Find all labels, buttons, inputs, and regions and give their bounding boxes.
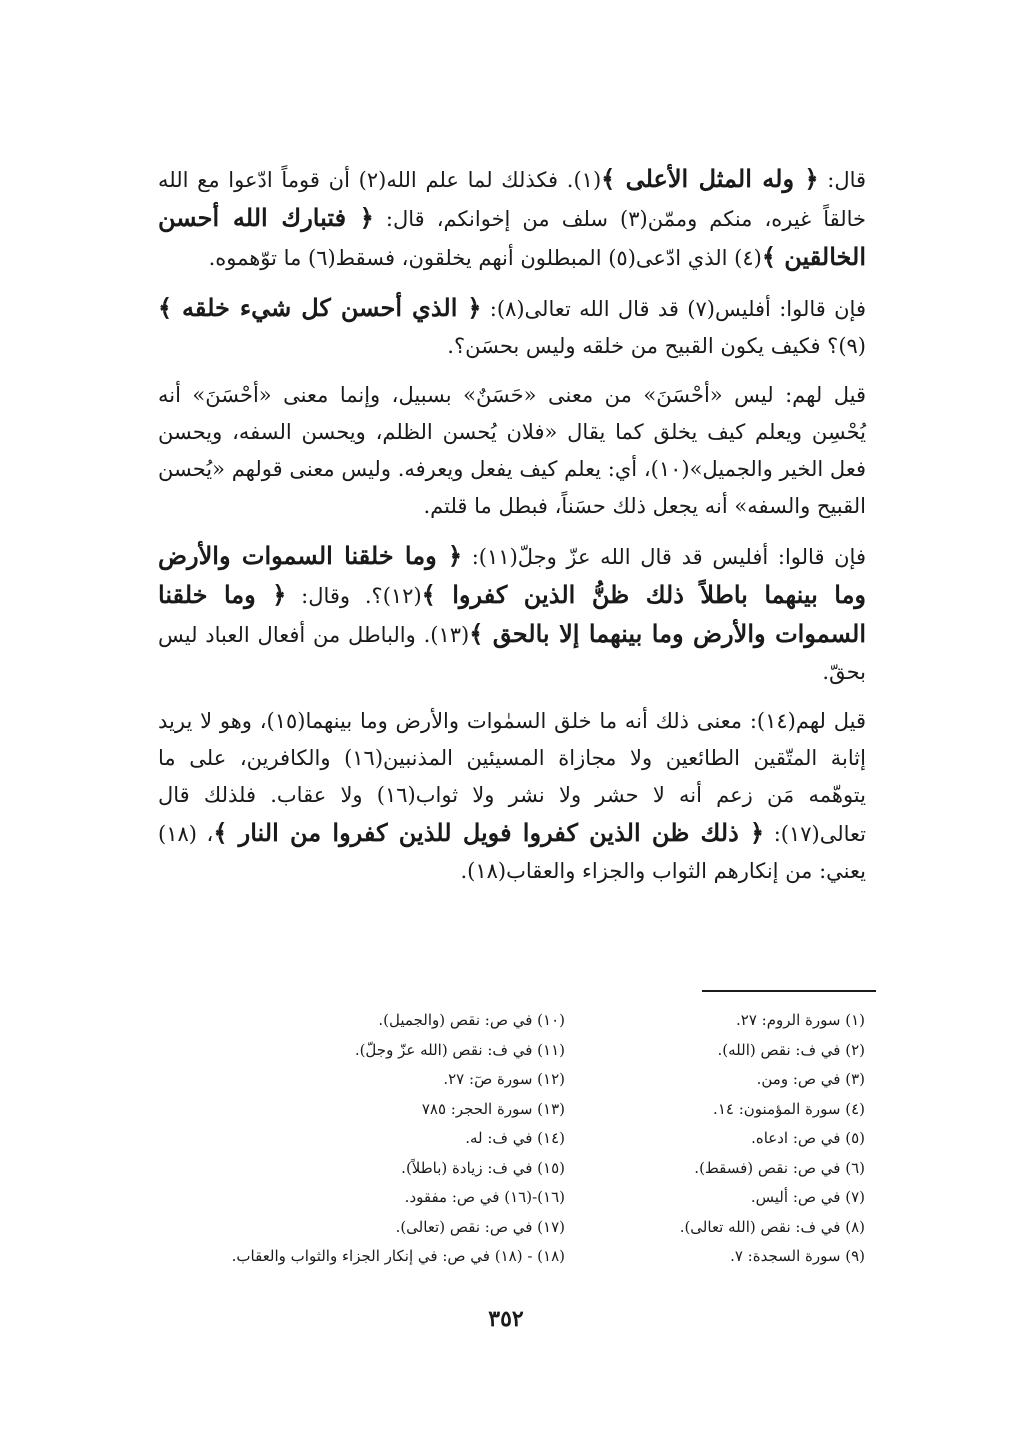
footnote: (٤) سورة المؤمنون: ١٤. xyxy=(713,1099,865,1118)
footnote: (١٨) - (١٨) في ص: في إنكار الجزاء والثواب والعقاب. xyxy=(231,1247,565,1265)
footnote: (١٢) سورة صٓ: ٢٧. xyxy=(443,1070,565,1088)
text-run: (١). فكذلك لما علم الله(٢) أن قوماً ادّعوا مع الله خالقاً غيره، منكم وممّن(٣) سلف من إخوانكم، قال: xyxy=(158,168,866,231)
text-run: قيل لهم: ليس «أحْسَنَ» من معنى «حَسَنٌ» بسبيل، وإنما معنى «أحْسَنَ» أنه يُحْسِن ويعلم كيف يخلق كما يقال «فلان يُحسن الظلم، ويحسن السفه، ويحسن فعل الخير والجميل»(١٠)، أي: يعلم كيف يفعل ويعرفه. وليس معنى قولهم «يُحسن القبيح والسفه» أنه يجعل ذلك حسَناً، فبطل ما قلتم. xyxy=(158,383,866,518)
text-run: (١٢)؟. وقال: xyxy=(286,584,422,608)
footnote: (١٥) في ف: زيادة (باطلاً). xyxy=(401,1158,565,1177)
paragraph xyxy=(158,160,866,277)
quran-quote: ﴿ ذلك ظن الذين كفروا فويل للذين كفروا من النار ﴾ xyxy=(213,818,765,847)
text-run: قيل لهم(١٤): معنى ذلك أنه ما خلق السمٰوات والأرض وما بينهما(١٥)، وهو لا يريد إثابة المتّقين الطائعين ولا مجازاة المسيئين المذنبين(١٦) والكافرين، على ما يتوهّمه مَن زعم أنه لا حشر ولا نشر ولا ثواب(١٦) ولا عقاب. فلذلك قال تعالى(١٧): xyxy=(158,709,866,846)
footnote: (٣) في ص: ومن. xyxy=(756,1070,865,1088)
footnote-divider xyxy=(702,990,876,992)
footnote: (٥) في ص: ادعاه. xyxy=(751,1129,865,1147)
paragraph xyxy=(158,703,866,890)
footnotes-right-column xyxy=(585,1006,865,1272)
text-run: قال: xyxy=(818,168,867,192)
footnote: (٧) في ص: أليس. xyxy=(750,1188,865,1206)
paragraph xyxy=(158,377,866,525)
page-number: ٣٥٢ xyxy=(488,1306,524,1332)
footnote: (١١) في ف: نقص (الله عزّ وجلّ). xyxy=(354,1040,565,1059)
footnote: (١٠) في ص: نقص (والجميل). xyxy=(378,1011,565,1029)
footnote: (١٣) سورة الحجر: ٧٨٥ xyxy=(421,1099,565,1118)
footnote: (٦) في ص: نقص (فسقط). xyxy=(694,1158,865,1177)
text-run: (٩)؟ فكيف يكون القبيح من خلقه وليس بحسَن؟. xyxy=(447,334,866,358)
main-text xyxy=(158,160,866,902)
text-run: (١٣). والباطل من أفعال العباد ليس بحقّ. xyxy=(158,623,866,684)
quran-quote: ﴿ الذي أحسن كل شيء خلقه ﴾ xyxy=(158,293,482,322)
paragraph xyxy=(158,537,866,691)
footnote: (٩) سورة السجدة: ٧. xyxy=(730,1247,865,1265)
footnote: (١٤) في ف: له. xyxy=(465,1129,565,1147)
footnote: (١٧) في ص: نقص (تعالى). xyxy=(395,1217,565,1236)
footnote: (٢) في ف: نقص (الله). xyxy=(717,1040,865,1059)
footnote: (١٦)-(١٦) في ص: مفقود. xyxy=(404,1188,565,1206)
footnote: (٨) في ف: نقص (الله تعالى). xyxy=(679,1217,865,1236)
text-run: (٤) الذي ادّعى(٥) المبطلون أنهم يخلقون، فسقط(٦) ما توّهموه. xyxy=(208,246,762,270)
quran-quote: ﴿ وما خلقنا السموات والأرض وما بينهما باطلاً ذلك ظنُّ الذين كفروا ﴾ xyxy=(158,541,867,609)
paragraph xyxy=(158,289,866,365)
text-run: ، (١٨) يعني: من إنكارهم الثواب والجزاء والعقاب(١٨). xyxy=(158,822,866,883)
quran-quote: ﴿ وله المثل الأعلى ﴾ xyxy=(601,164,819,193)
footnote: (١) سورة الروم: ٢٧. xyxy=(735,1011,865,1029)
text-run: فإن قالوا: أفليس قد قال الله عزّ وجلّ(١١): xyxy=(462,545,866,569)
quran-quote: ﴿ فتبارك الله أحسن الخالقين ﴾ xyxy=(158,203,866,271)
quran-quote: ﴿ وما خلقنا السموات والأرض وما بينهما إلا بالحق ﴾ xyxy=(158,580,867,648)
text-run: فإن قالوا: أفليس(٧) قد قال الله تعالى(٨): xyxy=(481,297,866,321)
footnotes-left-column xyxy=(185,1006,565,1272)
